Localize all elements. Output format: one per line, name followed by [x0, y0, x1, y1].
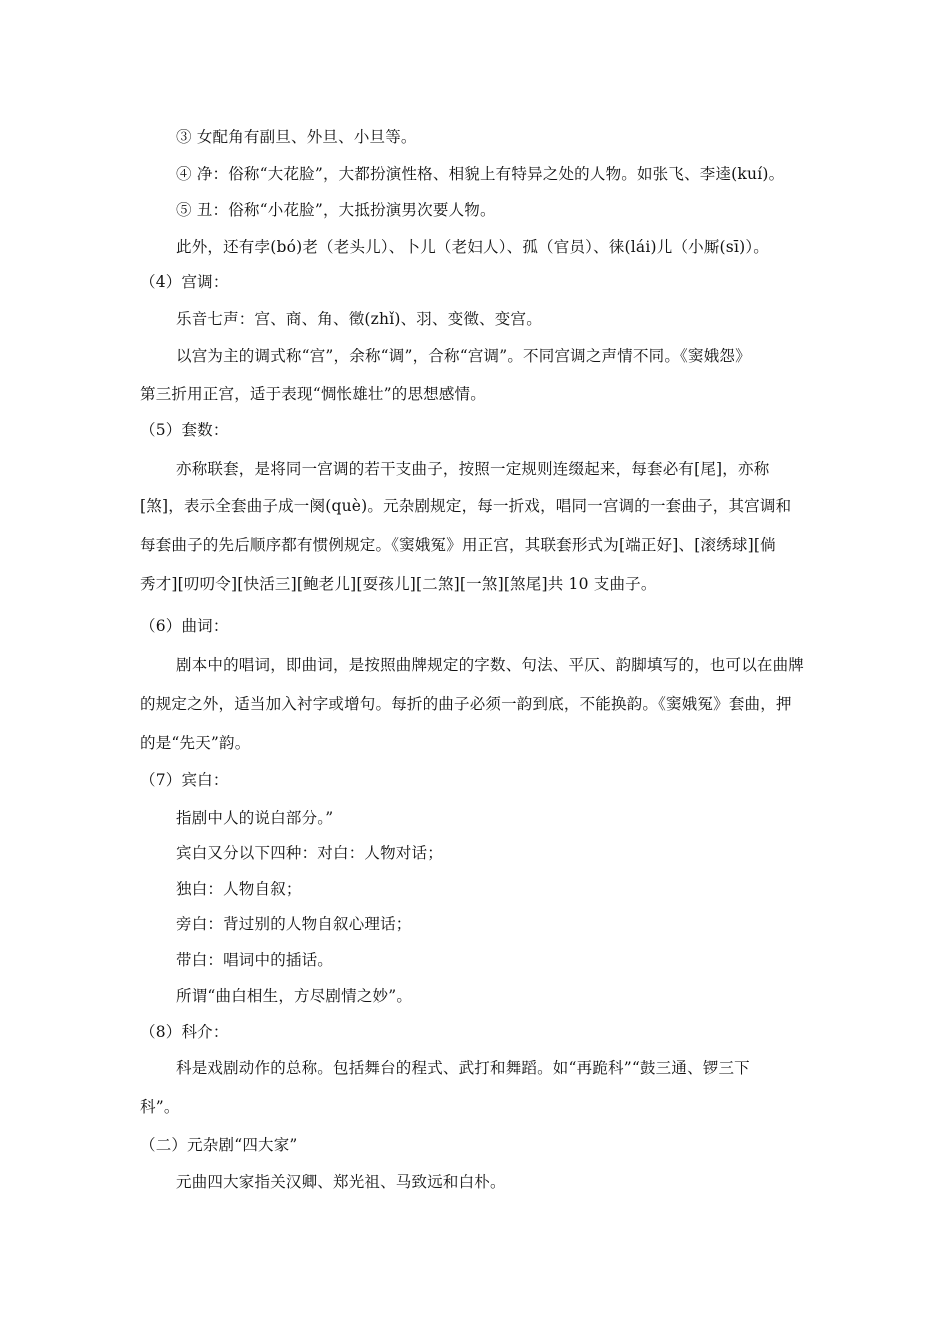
paragraph-chou-role: ⑤ 丑：俗称“小花脸”，大抵扮演男次要人物。: [176, 201, 496, 219]
paragraph-quci-line-2: 的规定之外，适当加入衬字或增句。每折的曲子必须一韵到底，不能换韵。《窦娥冤》套曲，押: [140, 695, 792, 713]
paragraph-qubai-xiangsheng: 所谓“曲白相生，方尽剧情之妙”。: [176, 987, 413, 1005]
paragraph-pangbai: 旁白：背过别的人物自叙心理话；: [176, 915, 412, 933]
paragraph-gongdiao-line-1: 以宫为主的调式称“宫”，余称“调”，合称“宫调”。不同宫调之声情不同。《窦娥怨》: [176, 347, 751, 365]
paragraph-seven-tones: 乐音七声：宫、商、角、徵(zhǐ)、羽、变徵、变宫。: [176, 310, 542, 328]
section-heading-four-masters: （二）元杂剧“四大家”: [140, 1136, 298, 1154]
paragraph-taoshu-line-2: [煞]，表示全套曲子成一阕(què)。元杂剧规定，每一折戏，唱同一宫调的一套曲子，其宫调和: [140, 497, 792, 515]
section-heading-binbai: （7）宾白：: [140, 771, 229, 789]
section-heading-quci: （6）曲词：: [140, 617, 229, 635]
paragraph-four-masters: 元曲四大家指关汉卿、郑光祖、马致远和白朴。: [176, 1173, 506, 1191]
paragraph-taoshu-line-1: 亦称联套，是将同一宫调的若干支曲子，按照一定规则连缀起来，每套必有[尾]，亦称: [176, 460, 770, 478]
section-heading-taoshu: （5）套数：: [140, 421, 229, 439]
section-heading-gongdiao: （4）宫调：: [140, 273, 229, 291]
paragraph-dubai: 独白：人物自叙；: [176, 880, 302, 898]
paragraph-gongdiao-line-2: 第三折用正宫，适于表现“惆怅雄壮”的思想感情。: [140, 385, 486, 403]
section-heading-kejie: （8）科介：: [140, 1023, 229, 1041]
paragraph-other-roles: 此外，还有孛(bó)老（老头儿）、卜儿（老妇人）、孤（官员）、徕(lái)儿（小厮(sī)）。: [176, 238, 770, 256]
paragraph-kejie-line-1: 科是戏剧动作的总称。包括舞台的程式、武打和舞蹈。如“再跪科”“鼓三通、锣三下: [176, 1059, 750, 1077]
paragraph-binbai-types: 宾白又分以下四种：对白：人物对话；: [176, 844, 443, 862]
paragraph-taoshu-line-4: 秀才][叨叨令][快活三][鲍老儿][耍孩儿][二煞][一煞][煞尾]共 10 支曲子。: [140, 575, 657, 593]
paragraph-female-roles: ③ 女配角有副旦、外旦、小旦等。: [176, 128, 417, 146]
paragraph-kejie-line-2: 科”。: [140, 1098, 180, 1116]
paragraph-binbai-definition: 指剧中人的说白部分。”: [176, 809, 334, 827]
paragraph-taoshu-line-3: 每套曲子的先后顺序都有惯例规定。《窦娥冤》用正宫，其联套形式为[端正好]、[滚绣球][倘: [140, 536, 776, 554]
paragraph-daibai: 带白：唱词中的插话。: [176, 951, 334, 969]
paragraph-quci-line-3: 的是“先天”韵。: [140, 734, 251, 752]
paragraph-jing-role: ④ 净：俗称“大花脸”，大都扮演性格、相貌上有特异之处的人物。如张飞、李逵(kuí)。: [176, 165, 785, 183]
paragraph-quci-line-1: 剧本中的唱词，即曲词，是按照曲牌规定的字数、句法、平仄、韵脚填写的，也可以在曲牌: [176, 656, 805, 674]
